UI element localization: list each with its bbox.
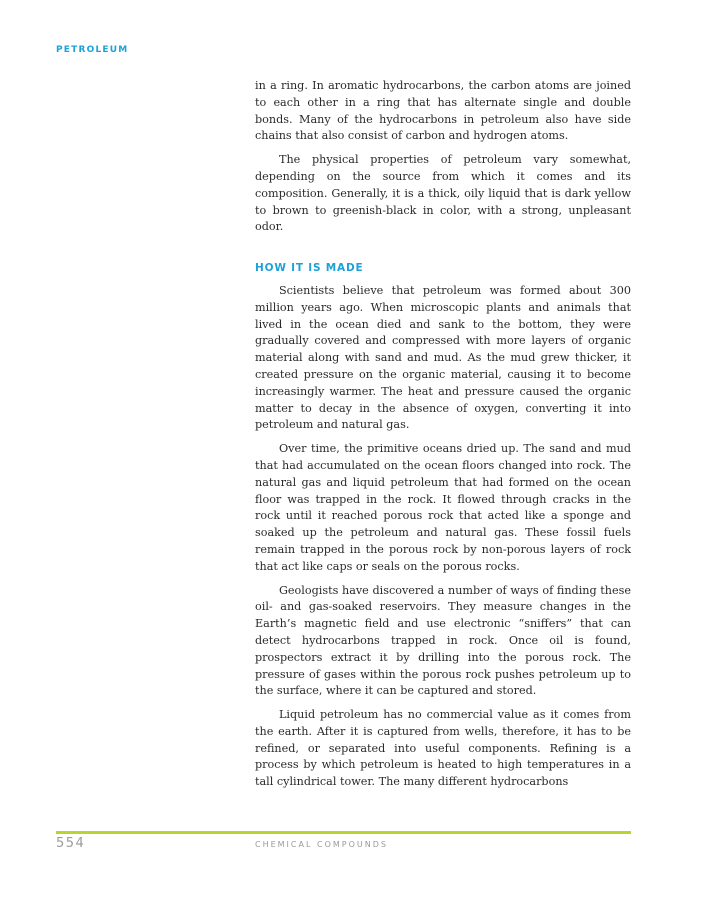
paragraph-intro-1: in a ring. In aromatic hydrocarbons, the carbon atoms are joined to each other in a ring that has alternate single and double bonds. Many of the hydrocarbons in petroleum also have side chains that also consist of carbon and hydrogen atoms. bbox=[255, 79, 631, 143]
paragraph-section-1: Scientists believe that petroleum was formed about 300 million years ago. When microscopic plants and animals that lived in the ocean died and sank to the bottom, they were gradually covered and compressed with more layers of organic material along with sand and mud. As the mud grew thicker, it created pressure on the organic material, causing it to become increasingly warmer. The heat and pressure caused the organic matter to decay in the absence of oxygen, converting it into petroleum and natural gas. bbox=[255, 283, 631, 432]
running-header-title: PETROLEUM bbox=[56, 45, 129, 55]
footer-book-title: CHEMICAL COMPOUNDS bbox=[255, 840, 388, 849]
footer-rule bbox=[56, 831, 631, 834]
paragraph-section-3: Geologists have discovered a number of ways of finding these oil- and gas-soaked reservoirs. They measure changes in the Earth’s magnetic field and use electronic “sniffers” that can detect hydrocarbons trapped in rock. Once oil is found, prospectors extract it by drilling into the porous rock. The pressure of gases within the porous rock pushes petroleum up to the surface, where it can be captured and stored. bbox=[255, 583, 631, 698]
article-body bbox=[255, 78, 631, 798]
paragraph-intro-2: The physical properties of petroleum vary somewhat, depending on the source from which it comes and its composition. Generally, it is a thick, oily liquid that is dark yellow to brown to greenish-black in color, with a strong, unpleasant odor. bbox=[255, 153, 631, 234]
paragraph-section-4: Liquid petroleum has no commercial value as it comes from the earth. After it is captured from wells, therefore, it has to be refined, or separated into useful components. Refining is a process by which petroleum is heated to high temperatures in a tall cylindrical tower. The many different hydrocarbons bbox=[255, 708, 631, 789]
page-number: 554 bbox=[56, 836, 86, 851]
paragraph-section-2: Over time, the primitive oceans dried up. The sand and mud that had accumulated on the ocean floors changed into rock. The natural gas and liquid petroleum that had formed on the ocean floor was trapped in the rock. It flowed through cracks in the rock until it reached porous rock that acted like a sponge and soaked up the petroleum and natural gas. These fossil fuels remain trapped in the porous rock by non-porous layers of rock that act like caps or seals on the porous rocks. bbox=[255, 442, 631, 573]
section-heading: HOW IT IS MADE bbox=[255, 262, 364, 275]
